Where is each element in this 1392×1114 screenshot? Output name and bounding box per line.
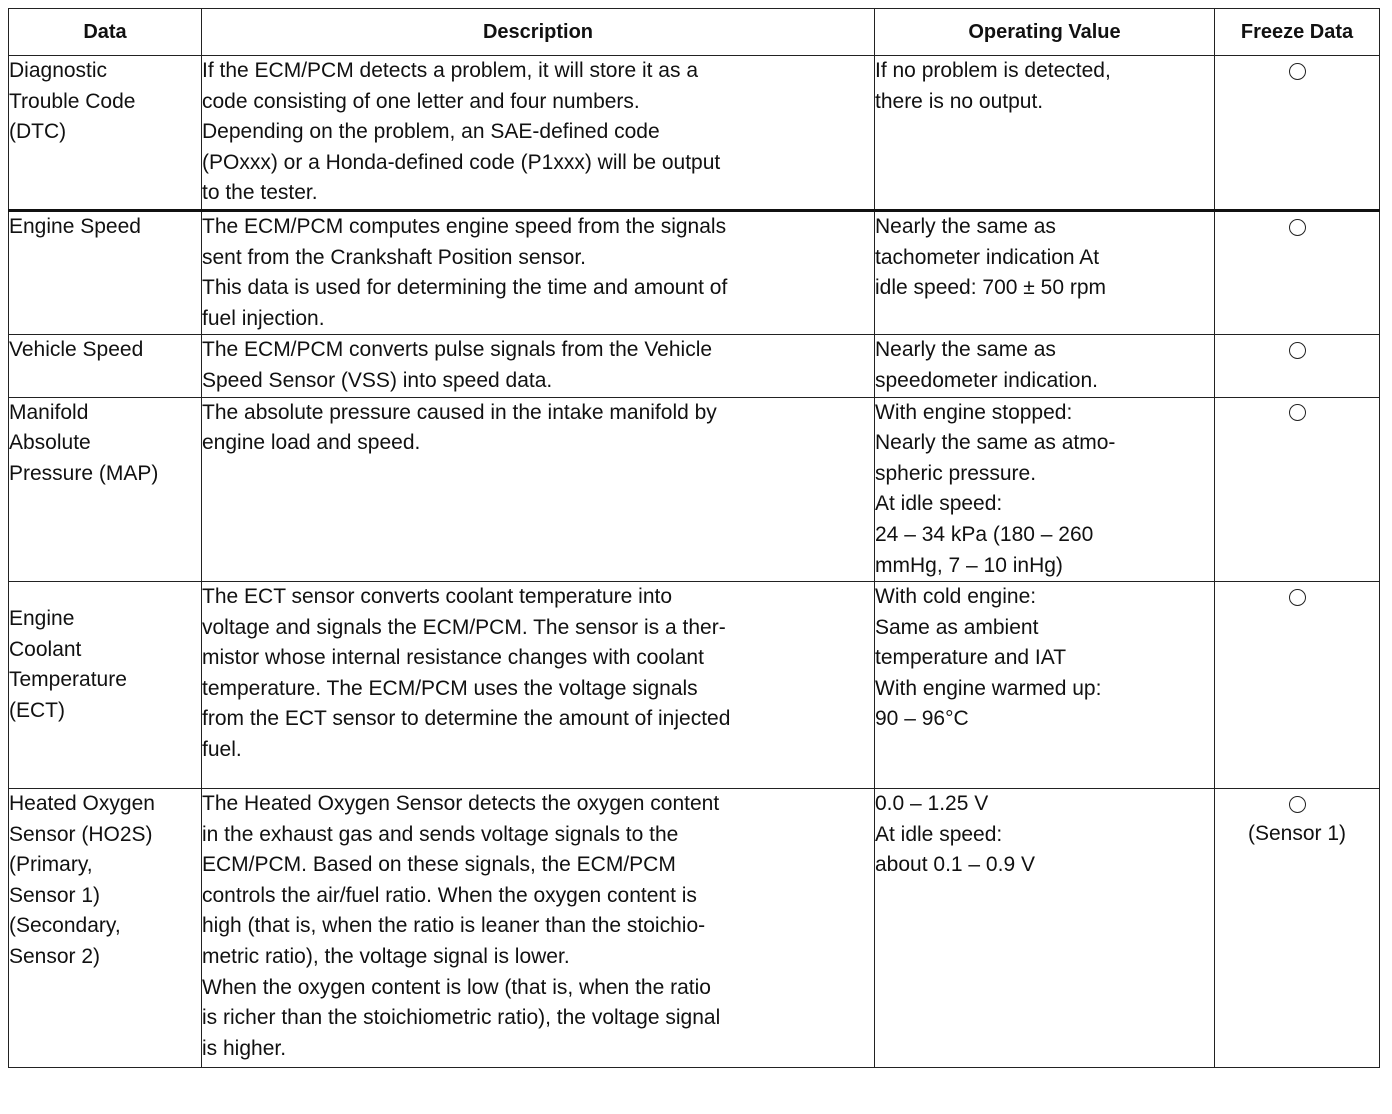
freeze-data-cell (1215, 210, 1380, 334)
description-cell: The ECM/PCM computes engine speed from the signals sent from the Crankshaft Position sensor. This data is used for determining the time and amount of fuel injection. (202, 210, 875, 334)
description-cell: If the ECM/PCM detects a problem, it will store it as a code consisting of one letter and four numbers. Depending on the problem, an SAE-defined code (POxxx) or a Honda-defined code (P1xxx) will be output to the tester. (202, 56, 875, 211)
header-freeze-data: Freeze Data (1215, 9, 1380, 56)
freeze-data-cell (1215, 56, 1380, 211)
header-operating-value: Operating Value (875, 9, 1215, 56)
operating-value-cell: 0.0 – 1.25 V At idle speed: about 0.1 – 0.9 V (875, 789, 1215, 1068)
data-cell: Diagnostic Trouble Code (DTC) (9, 56, 202, 211)
data-cell: Vehicle Speed (9, 335, 202, 397)
description-cell: The ECT sensor converts coolant temperature into voltage and signals the ECM/PCM. The sensor is a ther- mistor whose internal resistance changes with coolant temperature. The ECM/PCM uses the voltage signals from the ECT sensor to determine the amount of injected fuel. (202, 582, 875, 789)
freeze-circle-icon (1289, 342, 1306, 359)
table-row-vehicle-speed (9, 335, 1380, 397)
freeze-data-cell (1215, 335, 1380, 397)
table-row-dtc (9, 56, 1380, 211)
table-row-map (9, 397, 1380, 582)
operating-value-cell: Nearly the same as tachometer indication At idle speed: 700 ± 50 rpm (875, 210, 1215, 334)
freeze-circle-icon (1289, 589, 1306, 606)
description-cell: The absolute pressure caused in the intake manifold by engine load and speed. (202, 397, 875, 582)
description-cell: The Heated Oxygen Sensor detects the oxygen content in the exhaust gas and sends voltage signals to the ECM/PCM. Based on these signals, the ECM/PCM controls the air/fuel ratio. When the oxygen content is high (that is, when the ratio is leaner than the stoichio- metric ratio), the voltage signal is lower. When the oxygen content is low (that is, when the ratio is richer than the stoichiometric ratio), the voltage signal is higher. (202, 789, 875, 1068)
data-list-table (8, 8, 1380, 1068)
freeze-data-cell (1215, 397, 1380, 582)
header-data: Data (9, 9, 202, 56)
operating-value-cell: Nearly the same as speedometer indication. (875, 335, 1215, 397)
data-cell: Heated Oxygen Sensor (HO2S) (Primary, Sensor 1) (Secondary, Sensor 2) (9, 789, 202, 1068)
freeze-circle-icon (1289, 404, 1306, 421)
operating-value-cell: With cold engine: Same as ambient temperature and IAT With engine warmed up: 90 – 96°C (875, 582, 1215, 789)
data-cell: Engine Coolant Temperature (ECT) (9, 582, 202, 789)
table-row-ect (9, 582, 1380, 789)
data-cell: Manifold Absolute Pressure (MAP) (9, 397, 202, 582)
freeze-data-cell (1215, 789, 1380, 1068)
data-cell: Engine Speed (9, 210, 202, 334)
table-row-engine-speed (9, 210, 1380, 334)
table-header-row (9, 9, 1380, 56)
freeze-note: (Sensor 1) (1247, 821, 1347, 845)
operating-value-cell: With engine stopped: Nearly the same as atmo- spheric pressure. At idle speed: 24 – 34 kPa (180 – 260 mmHg, 7 – 10 inHg) (875, 397, 1215, 582)
description-cell: The ECM/PCM converts pulse signals from the Vehicle Speed Sensor (VSS) into speed data. (202, 335, 875, 397)
freeze-circle-icon (1289, 63, 1306, 80)
freeze-circle-icon (1289, 796, 1306, 813)
freeze-data-cell (1215, 582, 1380, 789)
freeze-circle-icon (1289, 219, 1306, 236)
header-description: Description (202, 9, 875, 56)
operating-value-cell: If no problem is detected, there is no output. (875, 56, 1215, 211)
table-row-ho2s (9, 789, 1380, 1068)
